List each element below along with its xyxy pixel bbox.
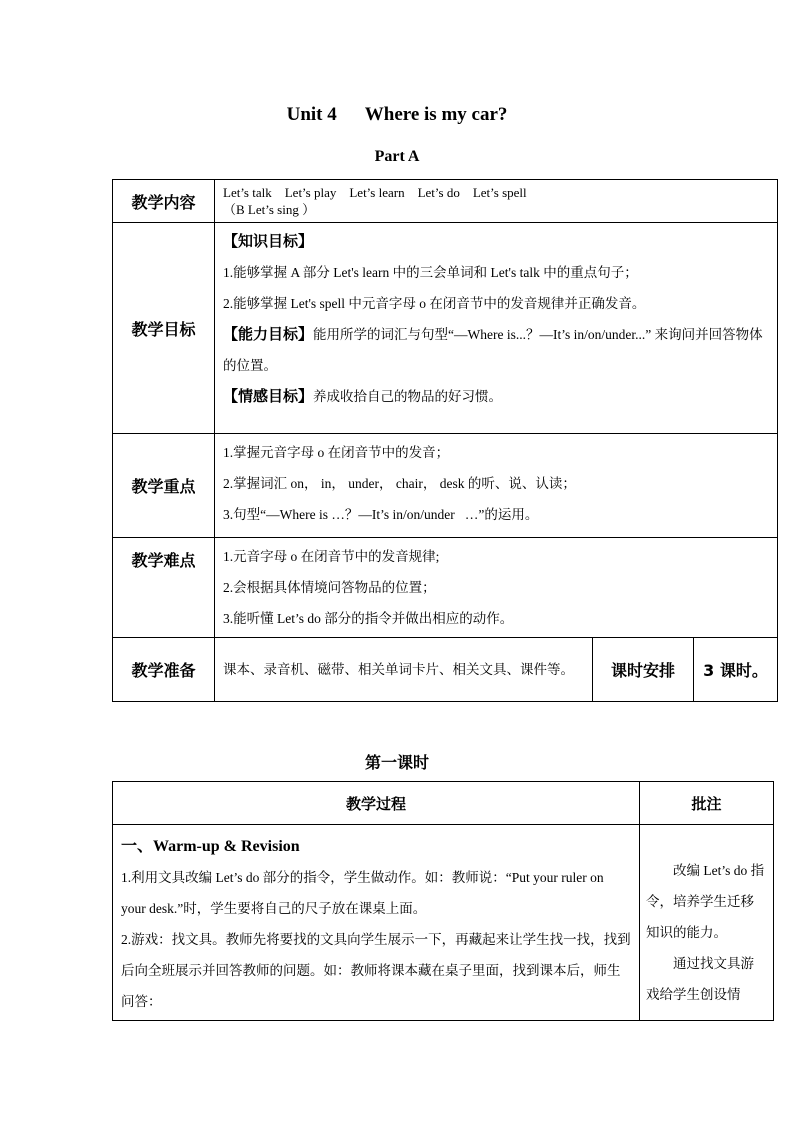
step-title: 一、Warm-up & Revision [121, 838, 300, 855]
process-header: 教学过程 [113, 782, 640, 825]
ability-text: 能用所学的词汇与句型“—Where is...？—It’s in/on/under...” 来询问并回答物体的位置。 [223, 327, 763, 373]
time-value: 3 课时。 [694, 638, 778, 702]
notes-header: 批注 [640, 782, 774, 825]
content-row [113, 180, 778, 223]
lesson-plan-table [112, 179, 778, 702]
document-subtitle: Part A [374, 148, 420, 165]
notes-body [640, 825, 774, 1021]
process-table [112, 781, 774, 1021]
goals-label: 教学目标 [113, 223, 215, 434]
difficulty-3: 3.能听懂 Let’s do 部分的指令并做出相应的动作。 [223, 611, 514, 626]
key-point-1: 1.掌握元音字母 o 在闭音节中的发音； [223, 445, 450, 460]
content-line-1: Let’s talk Let’s play Let’s learn Let’s do Let’s spell [223, 185, 527, 200]
step-paragraph-2: 2.游戏：找文具。教师先将要找的文具向学生展示一下，再藏起来让学生找一找，找到后向全班展示并回答教师的问题。如：教师将课本藏在桌子里面，找到课本后，师生问答： [121, 932, 631, 1009]
difficulties-label: 教学难点 [113, 538, 215, 638]
step-paragraph-1: 1.利用文具改编 Let’s do 部分的指令，学生做动作。如：教师说：“Put your ruler on your desk.”时，学生要将自己的尺子放在课桌上面。 [121, 870, 604, 916]
knowledge-item-2: 2.能够掌握 Let's spell 中元音字母 o 在闭音节中的发音规律并正确发音。 [223, 296, 646, 311]
preparation-row [113, 638, 778, 702]
key-points-row [113, 434, 778, 538]
title-main: Where is my car? [364, 104, 508, 125]
process-header-row [113, 782, 774, 825]
lesson-title: 第一课时 [364, 755, 429, 772]
document-title [0, 104, 794, 126]
note-1: 改编 Let’s do 指令，培养学生迁移知识的能力。 [646, 863, 765, 940]
difficulties-row [113, 538, 778, 638]
preparation-label: 教学准备 [113, 638, 215, 702]
emotion-text: 养成收拾自己的物品的好习惯。 [313, 389, 503, 404]
content-line-2: （B Let’s sing ） [223, 202, 316, 217]
ability-heading: 【能力目标】 [223, 325, 314, 343]
difficulty-1: 1.元音字母 o 在闭音节中的发音规律; [223, 549, 440, 564]
key-points-value [215, 434, 778, 538]
preparation-value: 课本、录音机、磁带、相关单词卡片、相关文具、课件等。 [215, 638, 593, 702]
content-value [215, 180, 778, 223]
key-point-3: 3.句型“—Where is …？—It’s in/on/under …”的运用。 [223, 507, 539, 522]
key-point-2: 2.掌握词汇 on， in， under， chair， desk 的听、说、认读； [223, 476, 576, 491]
title-unit: Unit 4 [286, 104, 337, 125]
process-body-row [113, 825, 774, 1021]
content-label: 教学内容 [113, 180, 215, 223]
difficulties-value [215, 538, 778, 638]
goals-value [215, 223, 778, 434]
knowledge-heading: 【知识目标】 [223, 232, 314, 250]
goals-row [113, 223, 778, 434]
emotion-heading: 【情感目标】 [223, 387, 314, 405]
knowledge-item-1: 1.能够掌握 A 部分 Let's learn 中的三会单词和 Let's talk 中的重点句子； [223, 265, 638, 280]
note-2: 通过找文具游戏给学生创设情 [646, 956, 754, 1002]
difficulty-2: 2.会根据具体情境问答物品的位置； [223, 580, 436, 595]
process-body [113, 825, 640, 1021]
key-points-label: 教学重点 [113, 434, 215, 538]
time-label: 课时安排 [593, 638, 694, 702]
